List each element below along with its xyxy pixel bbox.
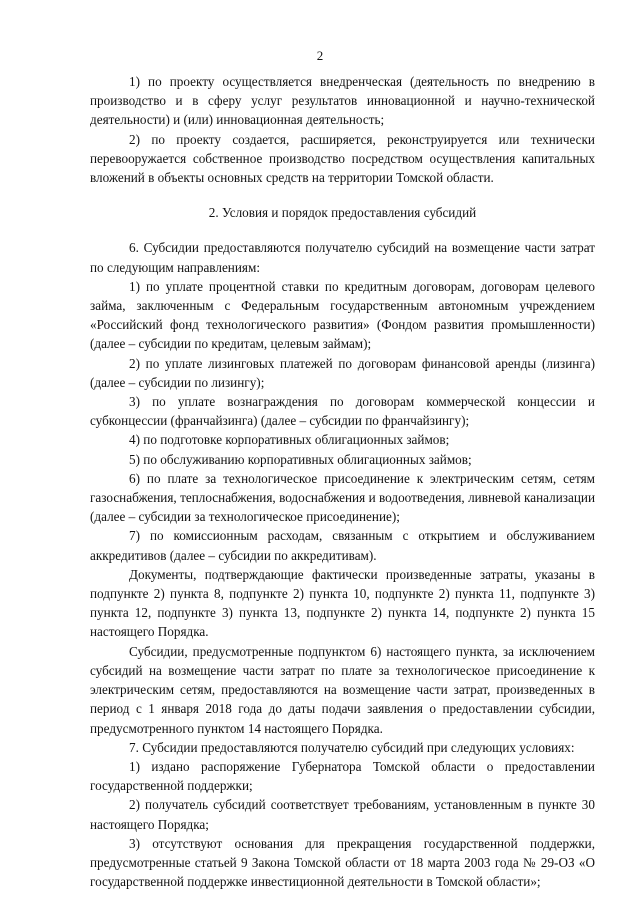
paragraph: 1) по уплате процентной ставки по кредитным договорам, договорам целевого займа, заключенным с Федеральным государственным автономным учреждением «Российский фонд технологического развития» (Фондом развития промышленности) (далее – субсидии по кредитам, целевым займам); [90,278,595,352]
document-body [90,72,595,891]
paragraph: 4) по подготовке корпоративных облигационных займов; [129,432,450,448]
page-number: 2 [316,48,324,63]
paragraph: 3) отсутствуют основания для прекращения государственной поддержки, предусмотренные статьей 9 Закона Томской области от 18 марта 2003 года № 29-ОЗ «О государственной поддержке инвестиционной деятельности в Томской области»; [90,835,595,890]
paragraph: 2) получатель субсидий соответствует требованиям, установленным в пункте 30 настоящего Порядка; [90,797,595,832]
paragraph: 2) по проекту создается, расширяется, реконструируется или технически перевооружается собственное производство посредством осуществления капитальных вложений в объекты основных средств на территории Томской области. [90,131,595,186]
paragraph: 5) по обслуживанию корпоративных облигационных займов; [129,451,472,467]
paragraph: Документы, подтверждающие фактически произведенные затраты, указаны в подпункте 2) пункта 8, подпункте 2) пункта 10, подпункте 2) пункта 11, подпункте 3) пункта 12, подпункте 3) пункта 13, подпункте 2) пункта 14, подпункте 2) пункта 15 настоящего Порядка. [90,566,595,640]
section-heading: 2. Условия и порядок предоставления субсидий [208,205,477,221]
paragraph: 3) по уплате вознаграждения по договорам коммерческой концессии и субконцессии (франчайзинга) (далее – субсидии по франчайзингу); [90,394,595,429]
paragraph: Субсидии, предусмотренные подпунктом 6) настоящего пункта, за исключением субсидий на возмещение части затрат по плате за технологическое присоединение к электрическим сетям, предоставляются на возмещение части затрат, произведенных в период с 1 января 2018 года до даты подачи заявления о предоставлении субсидии, предусмотренного пунктом 14 настоящего Порядка. [90,643,595,736]
paragraph: 2) по уплате лизинговых платежей по договорам финансовой аренды (лизинга) (далее – субсидии по лизингу); [90,355,595,390]
paragraph: 6. Субсидии предоставляются получателю субсидий на возмещение части затрат по следующим направлениям: [90,240,595,275]
paragraph: 6) по плате за технологическое присоединение к электрическим сетям, сетям газоснабжения, теплоснабжения, водоснабжения и водоотведения, ливневой канализации (далее – субсидии за технологическое присоединение); [90,470,595,525]
paragraph: 1) по проекту осуществляется внедренческая (деятельность по внедрению в производство и в сферу услуг результатов инновационной и научно-технической деятельности) и (или) инновационная деятельность; [90,74,595,128]
paragraph: 7. Субсидии предоставляются получателю субсидий при следующих условиях: [129,739,575,755]
paragraph: 1) издано распоряжение Губернатора Томской области о предоставлении государственной поддержки; [90,758,595,794]
paragraph: 7) по комиссионным расходам, связанным с открытием и обслуживанием аккредитивов (далее – субсидии по аккредитивам). [90,528,595,563]
